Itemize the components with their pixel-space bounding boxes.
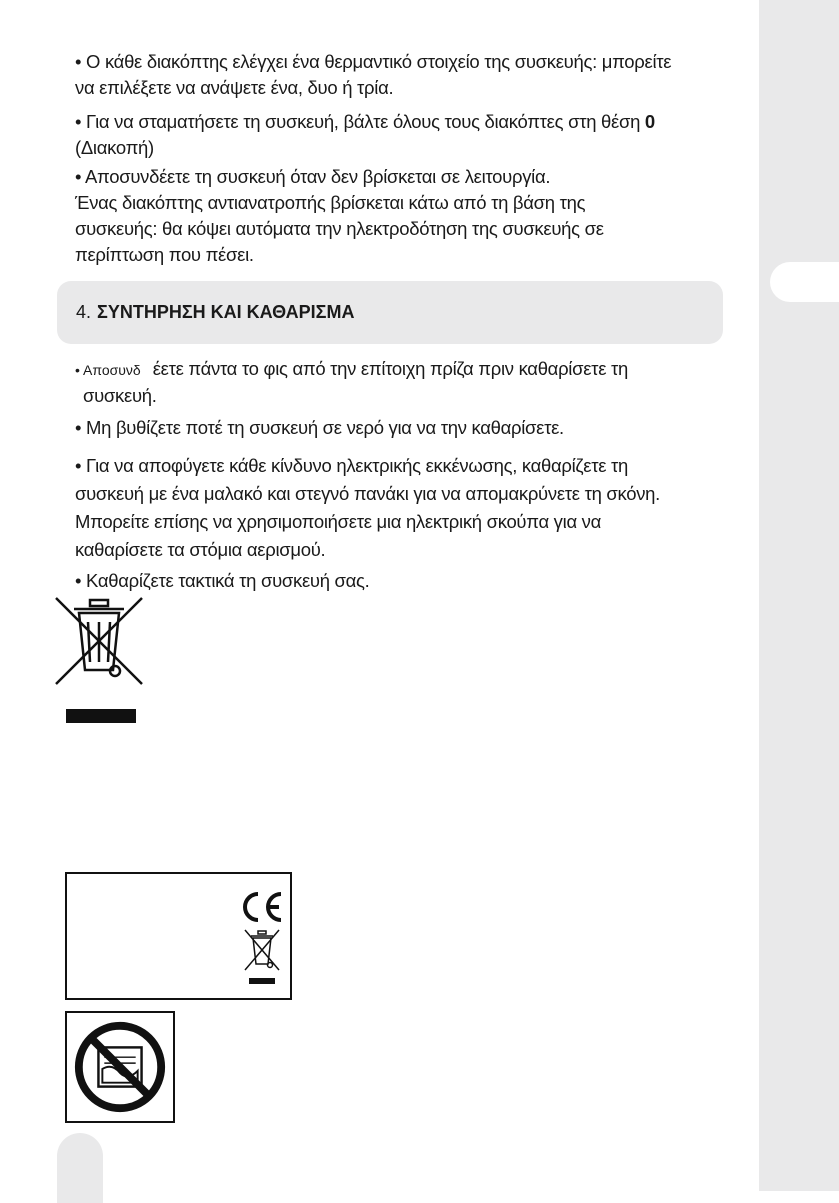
- paragraph-disconnect: • Αποσυνδέετε τη συσκευή όταν δεν βρίσκεται σε λειτουργία. Ένας διακόπτης αντιανατροπής βρίσκεται κάτω από τη βάση της συσκευής: θα κόψει αυτόματα την ηλεκτροδότηση της συσκευής σε περίπτωση που πέσει.: [75, 166, 604, 265]
- maintenance-item-no-water: • Μη βυθίζετε ποτέ τη συσκευή σε νερό για να την καθαρίσετε.: [75, 417, 564, 438]
- section-title-text: ΣΥΝΤΗΡΗΣΗ ΚΑΙ ΚΑΘΑΡΙΣΜΑ: [97, 302, 355, 322]
- do-not-cover-box: [65, 1011, 175, 1123]
- do-not-cover-icon: [71, 1017, 169, 1117]
- paragraph-switch-control: • Ο κάθε διακόπτης ελέγχει ένα θερμαντικό στοιχείο της συσκευής: μπορείτε να επιλέξετε να ανάψετε ένα, δυο ή τρία.: [75, 51, 672, 98]
- section-tab-marker: [770, 262, 839, 302]
- section-number: 4.: [76, 302, 92, 322]
- weee-underline-bar: [66, 709, 136, 723]
- crossed-out-wheelie-bin-small-icon: [243, 928, 281, 972]
- section-title: [76, 301, 354, 323]
- right-margin-band: [759, 0, 839, 1191]
- paragraph-stop-device: • Για να σταματήσετε τη συσκευή, βάλτε όλους τους διακόπτες στη θέση 0 (Διακοπή): [75, 111, 655, 158]
- position-zero: 0: [644, 111, 655, 132]
- maintenance-item-regular: • Καθαρίζετε τακτικά τη συσκευή σας.: [75, 570, 370, 591]
- ce-mark-icon: [239, 890, 285, 924]
- page-number-tab: [57, 1133, 103, 1203]
- crossed-out-wheelie-bin-icon: [52, 594, 146, 688]
- maintenance-item-unplug: • Αποσυνδ έετε πάντα το φις από την επίτοιχη πρίζα πριν καθαρίσετε τη συσκευή.: [75, 358, 628, 406]
- rating-label-box: [65, 872, 292, 1000]
- weee-small-bar: [249, 978, 275, 984]
- maintenance-item-cleaning: • Για να αποφύγετε κάθε κίνδυνο ηλεκτρικής εκκένωσης, καθαρίζετε τη συσκευή με ένα μαλακό και στεγνό πανάκι για να απομακρύνετε τη σκόνη. Μπορείτε επίσης να χρησιμοποιήσετε μια ηλεκτρική σκούπα για να καθαρίσετε τα στόμια αερισμού.: [75, 455, 661, 560]
